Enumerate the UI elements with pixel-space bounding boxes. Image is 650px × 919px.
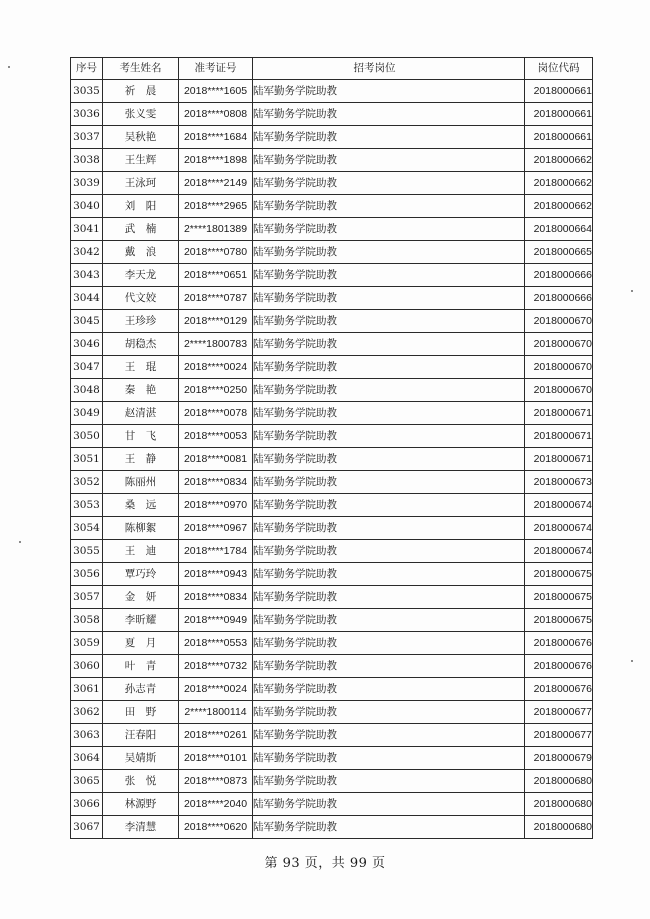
cell-code: 2018000661: [525, 103, 593, 126]
cell-seq: 3051: [71, 448, 103, 471]
cell-code: 2018000676: [525, 678, 593, 701]
cell-ticket: 2018****0261: [179, 724, 253, 747]
cell-name: 孙志青: [103, 678, 179, 701]
table-row: [71, 471, 593, 494]
table-row: [71, 793, 593, 816]
cell-seq: 3046: [71, 333, 103, 356]
table-row: [71, 103, 593, 126]
table-row: [71, 356, 593, 379]
cell-post: 陆军勤务学院助教: [253, 264, 525, 287]
cell-ticket: 2018****0787: [179, 287, 253, 310]
scan-speck: [631, 290, 633, 292]
table-row: [71, 425, 593, 448]
cell-name: 李清慧: [103, 816, 179, 839]
header-code: 岗位代码: [525, 58, 593, 80]
cell-code: 2018000662: [525, 195, 593, 218]
cell-code: 2018000662: [525, 172, 593, 195]
cell-name: 吴婧斯: [103, 747, 179, 770]
cell-name: 王生辉: [103, 149, 179, 172]
cell-ticket: 2018****0024: [179, 678, 253, 701]
cell-ticket: 2018****0651: [179, 264, 253, 287]
cell-name: 吴秋艳: [103, 126, 179, 149]
cell-seq: 3037: [71, 126, 103, 149]
cell-post: 陆军勤务学院助教: [253, 195, 525, 218]
scan-speck: [8, 66, 10, 68]
cell-ticket: 2018****2040: [179, 793, 253, 816]
cell-seq: 3041: [71, 218, 103, 241]
cell-post: 陆军勤务学院助教: [253, 517, 525, 540]
cell-code: 2018000671: [525, 448, 593, 471]
cell-code: 2018000676: [525, 655, 593, 678]
cell-name: 胡稳杰: [103, 333, 179, 356]
cell-name: 秦 艳: [103, 379, 179, 402]
cell-code: 2018000680: [525, 770, 593, 793]
table-row: [71, 586, 593, 609]
cell-name: 戴 浪: [103, 241, 179, 264]
cell-seq: 3039: [71, 172, 103, 195]
cell-post: 陆军勤务学院助教: [253, 287, 525, 310]
cell-name: 刘 阳: [103, 195, 179, 218]
cell-name: 李天龙: [103, 264, 179, 287]
cell-seq: 3036: [71, 103, 103, 126]
cell-code: 2018000670: [525, 333, 593, 356]
header-post: 招考岗位: [253, 58, 525, 80]
table-row: [71, 379, 593, 402]
cell-post: 陆军勤务学院助教: [253, 632, 525, 655]
cell-name: 汪春阳: [103, 724, 179, 747]
scan-speck: [631, 660, 633, 662]
cell-ticket: 2018****0873: [179, 770, 253, 793]
cell-seq: 3044: [71, 287, 103, 310]
cell-code: 2018000662: [525, 149, 593, 172]
cell-code: 2018000661: [525, 126, 593, 149]
cell-ticket: 2018****1605: [179, 80, 253, 103]
cell-seq: 3060: [71, 655, 103, 678]
table-row: [71, 241, 593, 264]
cell-seq: 3050: [71, 425, 103, 448]
table-row: [71, 448, 593, 471]
cell-name: 甘 飞: [103, 425, 179, 448]
cell-seq: 3063: [71, 724, 103, 747]
cell-seq: 3045: [71, 310, 103, 333]
table-row: [71, 149, 593, 172]
table-row: [71, 287, 593, 310]
table-header-row: [71, 58, 593, 80]
cell-seq: 3038: [71, 149, 103, 172]
cell-seq: 3061: [71, 678, 103, 701]
cell-ticket: 2018****0024: [179, 356, 253, 379]
cell-ticket: 2018****0732: [179, 655, 253, 678]
cell-seq: 3059: [71, 632, 103, 655]
table-row: [71, 770, 593, 793]
cell-code: 2018000677: [525, 724, 593, 747]
cell-name: 武 楠: [103, 218, 179, 241]
cell-post: 陆军勤务学院助教: [253, 425, 525, 448]
cell-code: 2018000674: [525, 540, 593, 563]
cell-code: 2018000676: [525, 632, 593, 655]
cell-code: 2018000661: [525, 80, 593, 103]
cell-name: 祈 晨: [103, 80, 179, 103]
cell-name: 王 琨: [103, 356, 179, 379]
cell-code: 2018000674: [525, 517, 593, 540]
cell-code: 2018000675: [525, 563, 593, 586]
cell-seq: 3042: [71, 241, 103, 264]
cell-post: 陆军勤务学院助教: [253, 80, 525, 103]
cell-ticket: 2018****0943: [179, 563, 253, 586]
cell-code: 2018000664: [525, 218, 593, 241]
cell-post: 陆军勤务学院助教: [253, 149, 525, 172]
table-body: [71, 80, 593, 839]
cell-code: 2018000679: [525, 747, 593, 770]
cell-name: 夏 月: [103, 632, 179, 655]
cell-code: 2018000680: [525, 793, 593, 816]
table-row: [71, 80, 593, 103]
cell-name: 张义雯: [103, 103, 179, 126]
cell-seq: 3064: [71, 747, 103, 770]
table-row: [71, 264, 593, 287]
cell-post: 陆军勤务学院助教: [253, 356, 525, 379]
cell-post: 陆军勤务学院助教: [253, 218, 525, 241]
header-name: 考生姓名: [103, 58, 179, 80]
cell-name: 林源野: [103, 793, 179, 816]
scan-speck: [19, 541, 21, 543]
cell-post: 陆军勤务学院助教: [253, 724, 525, 747]
cell-ticket: 2018****0834: [179, 471, 253, 494]
cell-post: 陆军勤务学院助教: [253, 103, 525, 126]
table-row: [71, 747, 593, 770]
cell-name: 代文姣: [103, 287, 179, 310]
cell-post: 陆军勤务学院助教: [253, 126, 525, 149]
cell-post: 陆军勤务学院助教: [253, 448, 525, 471]
cell-ticket: 2018****2965: [179, 195, 253, 218]
cell-ticket: 2****1800783: [179, 333, 253, 356]
cell-ticket: 2018****0780: [179, 241, 253, 264]
cell-name: 陈丽州: [103, 471, 179, 494]
cell-post: 陆军勤务学院助教: [253, 609, 525, 632]
cell-post: 陆军勤务学院助教: [253, 172, 525, 195]
table-row: [71, 678, 593, 701]
cell-seq: 3049: [71, 402, 103, 425]
cell-seq: 3040: [71, 195, 103, 218]
cell-code: 2018000675: [525, 609, 593, 632]
cell-ticket: 2018****0970: [179, 494, 253, 517]
cell-name: 王泳珂: [103, 172, 179, 195]
cell-seq: 3053: [71, 494, 103, 517]
cell-name: 张 悦: [103, 770, 179, 793]
cell-ticket: 2018****0053: [179, 425, 253, 448]
cell-ticket: 2****1800114: [179, 701, 253, 724]
cell-seq: 3057: [71, 586, 103, 609]
cell-ticket: 2018****0949: [179, 609, 253, 632]
cell-seq: 3048: [71, 379, 103, 402]
cell-seq: 3066: [71, 793, 103, 816]
cell-ticket: 2018****1898: [179, 149, 253, 172]
header-ticket: 准考证号: [179, 58, 253, 80]
cell-code: 2018000675: [525, 586, 593, 609]
cell-post: 陆军勤务学院助教: [253, 494, 525, 517]
table-row: [71, 333, 593, 356]
cell-name: 李昕耀: [103, 609, 179, 632]
cell-code: 2018000666: [525, 287, 593, 310]
cell-code: 2018000673: [525, 471, 593, 494]
cell-seq: 3062: [71, 701, 103, 724]
header-seq: 序号: [71, 58, 103, 80]
candidate-table: [70, 57, 593, 839]
cell-name: 金 妍: [103, 586, 179, 609]
cell-ticket: 2018****0101: [179, 747, 253, 770]
cell-code: 2018000670: [525, 310, 593, 333]
table-row: [71, 816, 593, 839]
cell-name: 叶 青: [103, 655, 179, 678]
cell-name: 赵清湛: [103, 402, 179, 425]
cell-code: 2018000670: [525, 379, 593, 402]
cell-post: 陆军勤务学院助教: [253, 701, 525, 724]
table-row: [71, 563, 593, 586]
cell-post: 陆军勤务学院助教: [253, 540, 525, 563]
cell-ticket: 2018****0808: [179, 103, 253, 126]
table-row: [71, 540, 593, 563]
cell-ticket: 2018****0967: [179, 517, 253, 540]
table-row: [71, 517, 593, 540]
table-row: [71, 402, 593, 425]
cell-post: 陆军勤务学院助教: [253, 747, 525, 770]
cell-name: 王 迪: [103, 540, 179, 563]
cell-post: 陆军勤务学院助教: [253, 310, 525, 333]
cell-seq: 3052: [71, 471, 103, 494]
table-row: [71, 218, 593, 241]
cell-seq: 3047: [71, 356, 103, 379]
table-row: [71, 172, 593, 195]
cell-post: 陆军勤务学院助教: [253, 471, 525, 494]
cell-name: 桑 远: [103, 494, 179, 517]
cell-seq: 3056: [71, 563, 103, 586]
cell-post: 陆军勤务学院助教: [253, 402, 525, 425]
cell-seq: 3055: [71, 540, 103, 563]
cell-seq: 3054: [71, 517, 103, 540]
cell-post: 陆军勤务学院助教: [253, 241, 525, 264]
cell-code: 2018000671: [525, 425, 593, 448]
cell-name: 王珍珍: [103, 310, 179, 333]
table-row: [71, 609, 593, 632]
table-row: [71, 310, 593, 333]
cell-post: 陆军勤务学院助教: [253, 379, 525, 402]
table-row: [71, 195, 593, 218]
cell-name: 覃巧玲: [103, 563, 179, 586]
cell-name: 王 静: [103, 448, 179, 471]
cell-code: 2018000665: [525, 241, 593, 264]
cell-code: 2018000677: [525, 701, 593, 724]
cell-ticket: 2018****1784: [179, 540, 253, 563]
cell-post: 陆军勤务学院助教: [253, 563, 525, 586]
cell-ticket: 2018****0129: [179, 310, 253, 333]
cell-ticket: 2018****0081: [179, 448, 253, 471]
cell-code: 2018000666: [525, 264, 593, 287]
document-sheet: [70, 57, 592, 839]
cell-ticket: 2018****0553: [179, 632, 253, 655]
cell-seq: 3043: [71, 264, 103, 287]
cell-post: 陆军勤务学院助教: [253, 586, 525, 609]
cell-post: 陆军勤务学院助教: [253, 333, 525, 356]
cell-name: 陈柳絮: [103, 517, 179, 540]
cell-post: 陆军勤务学院助教: [253, 678, 525, 701]
cell-ticket: 2018****0834: [179, 586, 253, 609]
table-row: [71, 655, 593, 678]
cell-seq: 3035: [71, 80, 103, 103]
cell-ticket: 2018****0250: [179, 379, 253, 402]
cell-post: 陆军勤务学院助教: [253, 770, 525, 793]
cell-code: 2018000680: [525, 816, 593, 839]
cell-post: 陆军勤务学院助教: [253, 793, 525, 816]
table-row: [71, 632, 593, 655]
cell-code: 2018000671: [525, 402, 593, 425]
cell-seq: 3058: [71, 609, 103, 632]
cell-post: 陆军勤务学院助教: [253, 655, 525, 678]
cell-ticket: 2018****1684: [179, 126, 253, 149]
cell-post: 陆军勤务学院助教: [253, 816, 525, 839]
cell-name: 田 野: [103, 701, 179, 724]
cell-ticket: 2018****2149: [179, 172, 253, 195]
cell-seq: 3067: [71, 816, 103, 839]
cell-code: 2018000670: [525, 356, 593, 379]
page-number: 第 93 页，共 99 页: [264, 856, 386, 871]
table-row: [71, 126, 593, 149]
cell-ticket: 2018****0620: [179, 816, 253, 839]
table-row: [71, 724, 593, 747]
table-row: [71, 494, 593, 517]
table-row: [71, 701, 593, 724]
cell-seq: 3065: [71, 770, 103, 793]
cell-ticket: 2018****0078: [179, 402, 253, 425]
cell-ticket: 2****1801389: [179, 218, 253, 241]
cell-code: 2018000674: [525, 494, 593, 517]
